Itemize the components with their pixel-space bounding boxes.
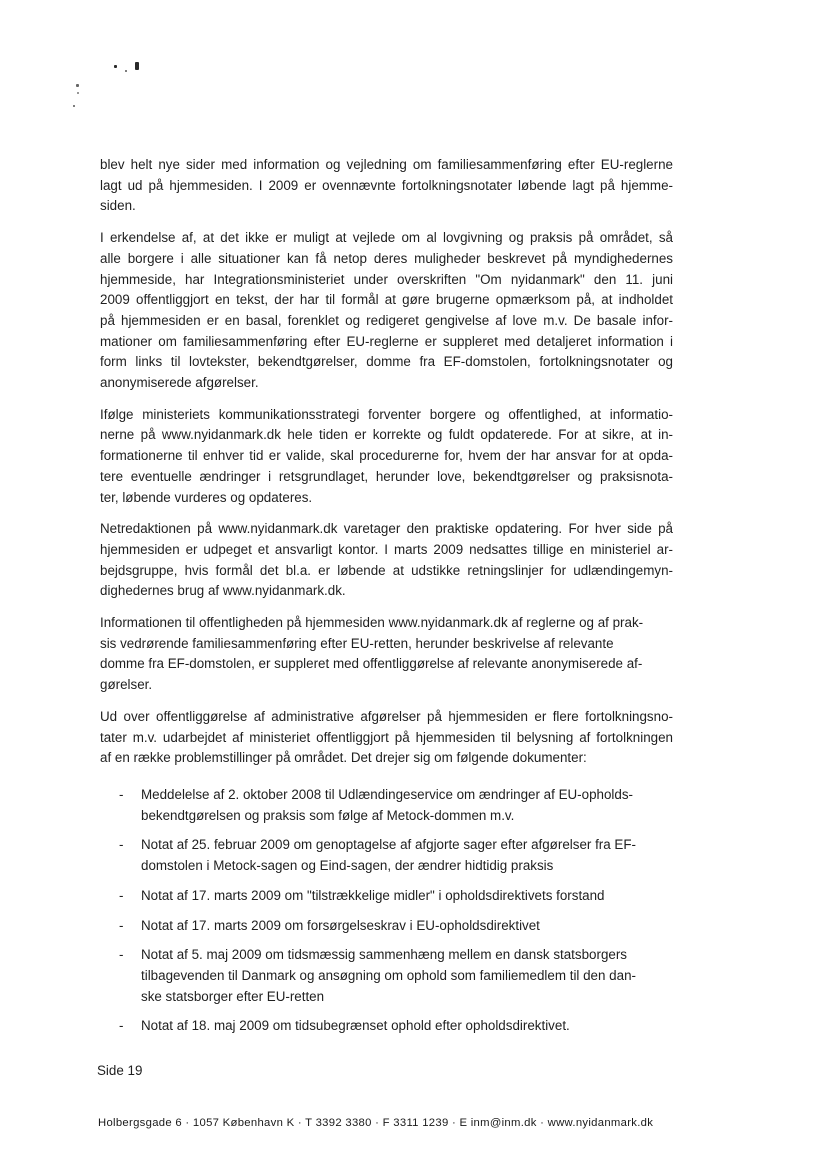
text-line: af en række problemstillinger på området. Det drejer sig om følgende dokumenter:	[100, 750, 587, 766]
text-line: Notat af 17. marts 2009 om forsørgelseskrav i EU-opholdsdirektivet	[141, 917, 540, 933]
text-line: tater m.v. udarbejdet af ministeriet offentliggjort på hjemmesiden til belysning af fortolkningen	[100, 729, 673, 745]
text-line: ske statsborger efter EU-retten	[141, 988, 325, 1004]
text-line: Notat af 17. marts 2009 om "tilstrækkelige midler" i opholdsdirektivets forstand	[141, 887, 605, 903]
dash-bullet: -	[119, 887, 124, 903]
text-line: lagt ud på hjemmesiden. I 2009 er ovennævnte fortolkningsnotater løbende lagt på hjemme-	[100, 177, 673, 193]
text-line: blev helt nye sider med information og vejledning om familiesammenføring efter EU-reglerne	[100, 157, 673, 172]
scan-artifact	[76, 84, 79, 87]
text-line: ter, løbende vurderes og opdateres.	[100, 489, 313, 505]
paragraph	[100, 519, 673, 602]
text-line: mationer om familiesammenføring efter EU-reglerne er suppleret med detaljeret information i	[100, 333, 673, 349]
text-line: gørelser.	[100, 677, 153, 693]
text-line: domme fra EF-domstolen, er suppleret med offentliggørelse af relevante anonymiserede af-	[100, 656, 643, 672]
paragraph	[100, 155, 673, 217]
list-item	[100, 1016, 673, 1037]
scan-artifact	[77, 92, 79, 94]
text-line: hjemmeside, har Integrationsministeriet under overskriften "Om nyidanmark" den 11. juni	[100, 271, 673, 287]
text-line: Notat af 18. maj 2009 om tidsubegrænset ophold efter opholdsdirektivet.	[141, 1018, 570, 1034]
scan-artifact	[114, 65, 117, 68]
text-line: 2009 offentliggjort en tekst, der har til formål at gøre brugerne opmærksom på, at indholdet	[100, 292, 673, 308]
paragraph	[100, 405, 673, 509]
text-line: bekendtgørelsen og praksis som følge af Metock-dommen m.v.	[141, 807, 515, 823]
text-line: hjemmesiden er udpeget et ansvarligt kontor. I marts 2009 nedsattes tillige en ministeriel ar-	[100, 541, 673, 557]
text-line: Netredaktionen på www.nyidanmark.dk varetager den praktiske opdatering. For hver side på	[100, 521, 673, 537]
page-number: Side 19	[97, 1063, 143, 1078]
text-line: Informationen til offentligheden på hjemmesiden www.nyidanmark.dk af reglerne og af prak-	[100, 615, 644, 631]
text-line: bejdsgruppe, hvis formål det bl.a. er løbende at udstikke retningslinjer for udlændingemyn-	[100, 562, 673, 578]
paragraph	[100, 228, 673, 394]
text-line: siden.	[100, 198, 136, 214]
dash-bullet: -	[119, 947, 124, 963]
scan-artifact	[125, 70, 127, 72]
document-body	[100, 155, 673, 1046]
text-line: formationerne til enhver tid er valide, skal procedurerne for, hvem der har ansvar for at opda-	[100, 448, 673, 464]
list-item	[100, 945, 673, 1007]
text-line: Ifølge ministeriets kommunikationsstrategi forventer borgere og offentlighed, at informatio-	[100, 406, 673, 422]
paragraph	[100, 613, 673, 696]
text-line: Ud over offentliggørelse af administrative afgørelser på hjemmesiden er flere fortolkningsno-	[100, 708, 673, 724]
text-line: nerne på www.nyidanmark.dk hele tiden er korrekte og fuldt opdaterede. For at sikre, at in-	[100, 427, 673, 443]
footer-contact-line: Holbergsgade 6 · 1057 København K · T 3392 3380 · F 3311 1239 · E inm@inm.dk · www.nyidanmark.dk	[98, 1117, 654, 1129]
text-line: sis vedrørende familiesammenføring efter EU-retten, herunder beskrivelse af relevante	[100, 635, 614, 651]
text-line: form links til lovtekster, bekendtgørelser, domme fra EF-domstolen, fortolkningsnotater og	[100, 354, 673, 370]
text-line: Notat af 25. februar 2009 om genoptagelse af afgjorte sager efter afgørelser fra EF-	[141, 837, 636, 853]
text-line: alle borgere i alle situationer kan få netop deres muligheder beskrevet på myndighedernes	[100, 250, 673, 266]
list-item	[100, 785, 673, 826]
text-line: anonymiserede afgørelser.	[100, 375, 259, 391]
list-item	[100, 916, 673, 937]
text-line: Notat af 5. maj 2009 om tidsmæssig sammenhæng mellem en dansk statsborgers	[141, 947, 627, 963]
text-line: I erkendelse af, at det ikke er muligt at vejlede om al lovgivning og praksis på området, så	[100, 230, 673, 246]
text-line: tilbagevenden til Danmark og ansøgning om ophold som familiemedlem til den dan-	[141, 967, 636, 983]
text-line: Meddelelse af 2. oktober 2008 til Udlændingeservice om ændringer af EU-opholds-	[141, 786, 634, 802]
dash-bullet: -	[119, 837, 124, 853]
dash-bullet: -	[119, 1018, 124, 1034]
list-item	[100, 886, 673, 907]
text-line: domstolen i Metock-sagen og Eind-sagen, der ændrer hidtidig praksis	[141, 858, 554, 874]
paragraph	[100, 707, 673, 769]
text-line: på hjemmesiden er en basal, forenklet og redigeret gengivelse af love m.v. De basale infor-	[100, 312, 673, 328]
scan-artifact	[135, 62, 139, 70]
document-list	[100, 785, 673, 1037]
list-item	[100, 835, 673, 876]
text-line: tere eventuelle ændringer i retsgrundlaget, herunder love, bekendtgørelser og praksisnota-	[100, 468, 673, 484]
dash-bullet: -	[119, 917, 124, 933]
text-line: dighedernes brug af www.nyidanmark.dk.	[100, 583, 346, 599]
dash-bullet: -	[119, 786, 124, 802]
scan-artifact	[73, 105, 75, 107]
